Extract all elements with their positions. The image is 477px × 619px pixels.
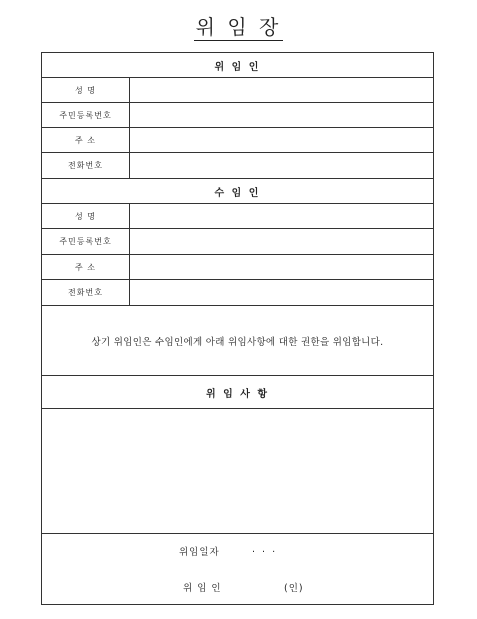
delegator-phone-field[interactable]	[130, 153, 433, 178]
delegatee-name-field[interactable]	[130, 204, 433, 228]
delegatee-name-label: 성 명	[42, 204, 130, 228]
delegator-resident-number-field[interactable]	[130, 103, 433, 127]
delegation-form	[41, 52, 434, 605]
delegation-matters-header-text: 위 임 사 항	[205, 388, 270, 400]
delegator-phone-label: 전화번호	[42, 153, 130, 178]
delegator-resident-number-row	[42, 103, 433, 128]
delegatee-name-row	[42, 204, 433, 229]
delegator-resident-number-label: 주민등록번호	[42, 103, 130, 127]
delegatee-address-label: 주 소	[42, 255, 130, 279]
delegator-address-label: 주 소	[42, 128, 130, 152]
date-label: 위임일자	[179, 547, 220, 558]
date-placeholder[interactable]: . . .	[252, 544, 278, 555]
delegation-statement-text: 상기 위임인은 수임인에게 아래 위임사항에 대한 권한을 위임합니다.	[91, 336, 384, 348]
delegatee-address-row	[42, 255, 433, 280]
delegatee-header	[42, 179, 433, 204]
signer-line	[42, 580, 433, 596]
document-title	[0, 14, 477, 40]
delegatee-resident-number-label: 주민등록번호	[42, 229, 130, 254]
delegatee-resident-number-field[interactable]	[130, 229, 433, 254]
delegator-phone-row	[42, 153, 433, 179]
delegatee-phone-label: 전화번호	[42, 280, 130, 305]
delegator-address-row	[42, 128, 433, 153]
delegatee-header-text: 수 임 인	[214, 187, 261, 199]
delegator-name-label: 성 명	[42, 78, 130, 102]
date-line	[42, 544, 433, 560]
delegator-name-field[interactable]	[130, 78, 433, 102]
delegatee-phone-field[interactable]	[130, 280, 433, 305]
delegator-header	[42, 53, 433, 78]
document-title-text: 위 임 장	[195, 15, 282, 39]
delegatee-resident-number-row	[42, 229, 433, 255]
signature-section	[42, 534, 433, 604]
delegatee-phone-row	[42, 280, 433, 306]
delegation-matters-content[interactable]	[42, 409, 433, 534]
delegatee-address-field[interactable]	[130, 255, 433, 279]
delegator-address-field[interactable]	[130, 128, 433, 152]
signer-label: 위 임 인	[183, 583, 222, 594]
delegation-statement	[42, 306, 433, 376]
seal-mark[interactable]: (인)	[284, 583, 304, 594]
delegator-name-row	[42, 78, 433, 103]
delegator-header-text: 위 임 인	[214, 61, 261, 73]
delegation-matters-header	[42, 376, 433, 409]
